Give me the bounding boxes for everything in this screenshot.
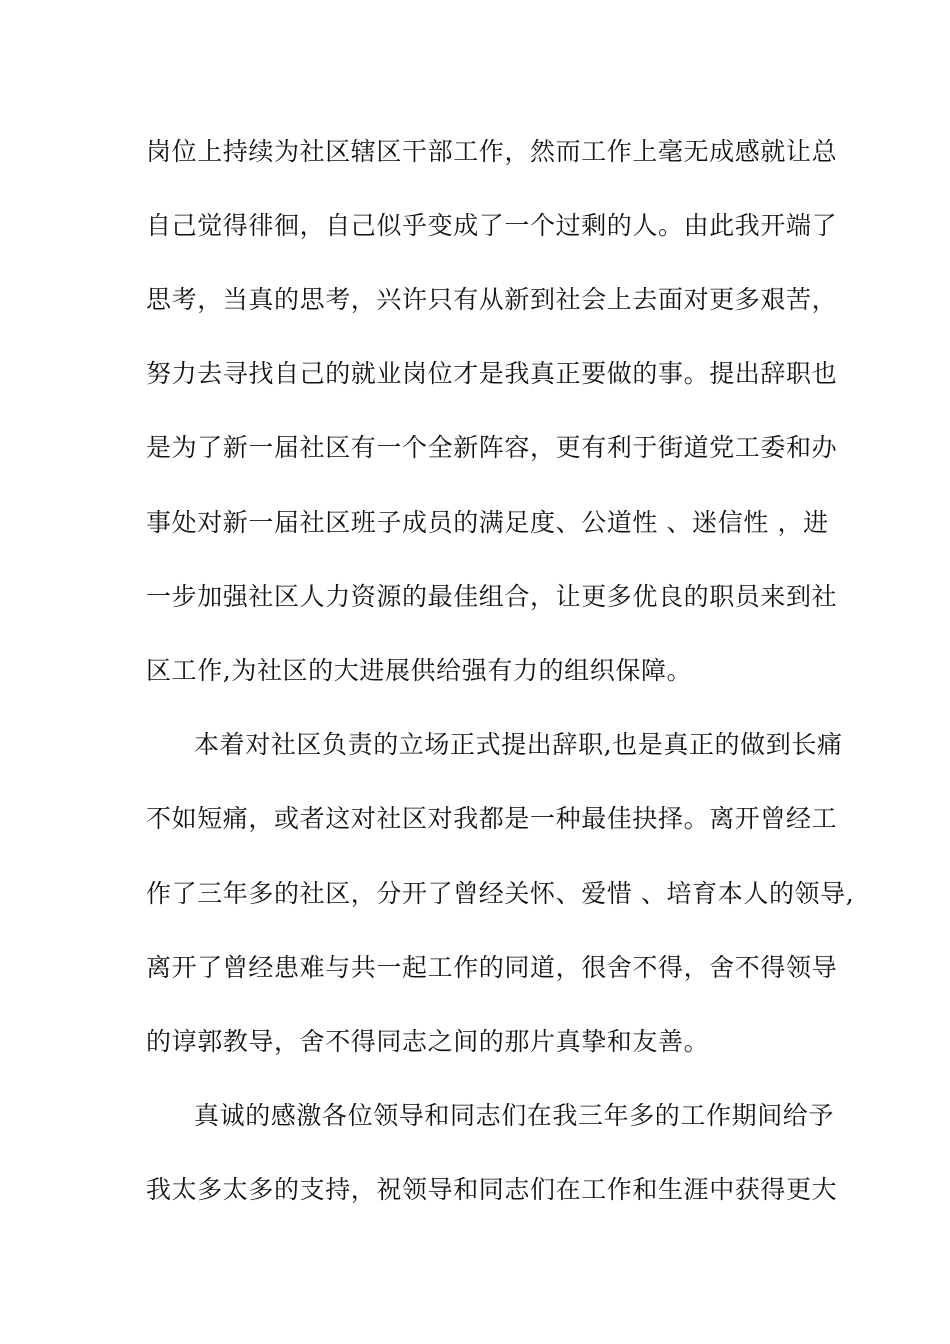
text-line: 我太多太多的支持，祝领导和同志们在工作和生涯中获得更大 [146, 1175, 838, 1204]
text-line: 事处对新一届社区班子成员的满足度、公道性 、迷信性 ，进 [146, 508, 829, 537]
text-line: 努力去寻找自己的就业岗位才是我真正要做的事。提出辞职也 [146, 359, 838, 388]
paragraph-first-line: 真诚的感激各位领导和同志们在我三年多的工作期间给予 [194, 1101, 835, 1130]
text-line: 一步加强社区人力资源的最佳组合，让更多优良的职员来到社 [146, 582, 838, 611]
text-line: 不如短痛，或者这对社区对我都是一种最佳抉择。离开曾经工 [146, 804, 838, 833]
text-line: 思考，当真的思考，兴许只有从新到社会上去面对更多艰苦， [146, 285, 838, 314]
text-line: 的谆郭教导，舍不得同志之间的那片真挚和友善。 [146, 1027, 710, 1056]
paragraph-first-line: 本着对社区负责的立场正式提出辞职,也是真正的做到长痛 [194, 730, 843, 759]
text-line: 是为了新一届社区有一个全新阵容，更有利于街道党工委和办 [146, 433, 838, 462]
text-line: 岗位上持续为社区辖区干部工作，然而工作上毫无成感就让总 [146, 137, 838, 166]
text-line: 区工作,为社区的大进展供给强有力的组织保障。 [146, 656, 693, 685]
text-line: 作了三年多的社区，分开了曾经关怀、爱惜 、培育本人的领导, [146, 879, 855, 908]
text-line: 自己觉得徘徊，自己似乎变成了一个过剩的人。由此我开端了 [146, 211, 838, 240]
text-line: 离开了曾经患难与共一起工作的同道，很舍不得，舍不得领导 [146, 953, 838, 982]
